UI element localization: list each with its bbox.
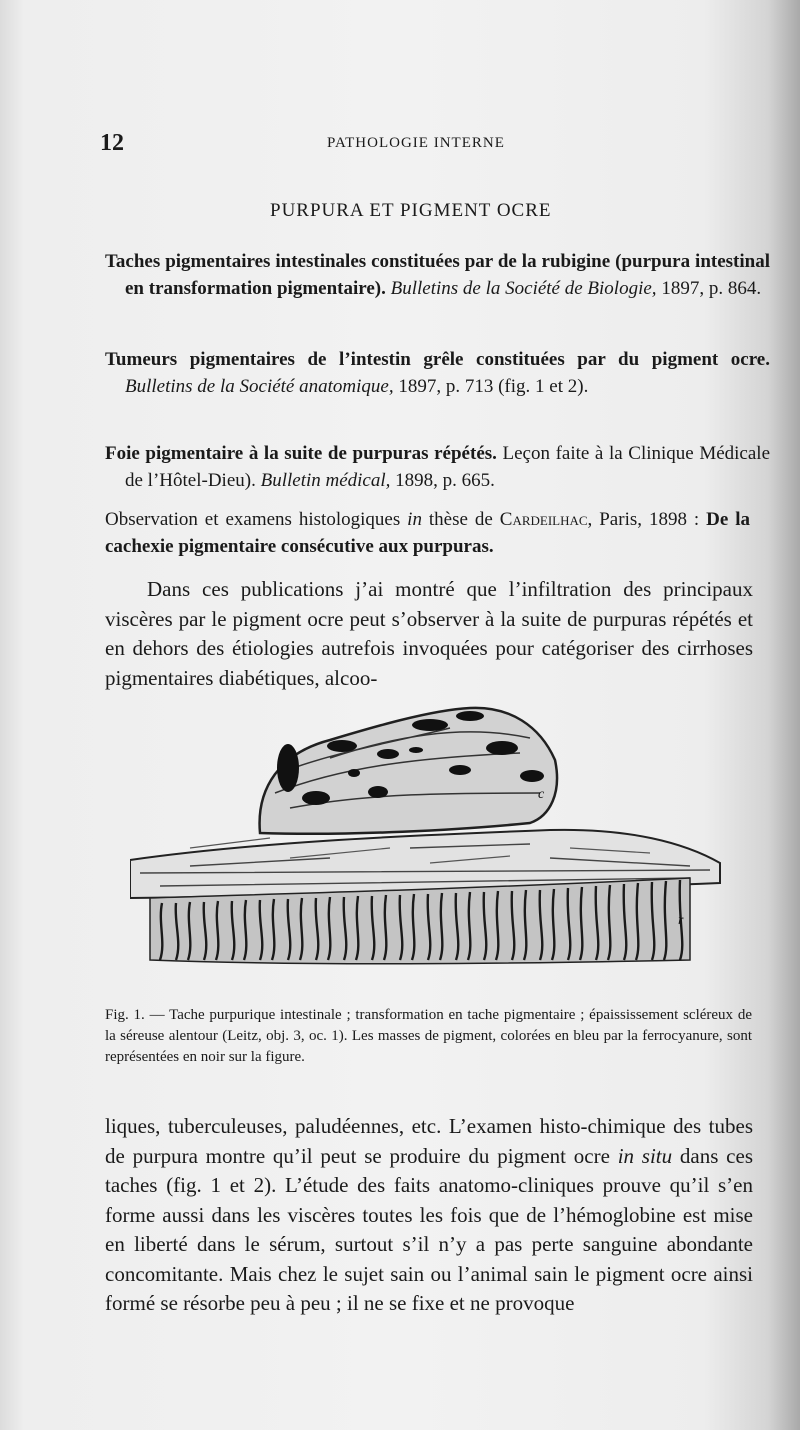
reference-1-citation: 1897, p. 864. bbox=[656, 278, 762, 299]
reference-3 bbox=[105, 440, 770, 494]
page-number: 12 bbox=[100, 130, 124, 156]
paragraph-2-in-situ: in situ bbox=[617, 1143, 673, 1168]
reference-4-mid2: , Paris, 1898 : bbox=[587, 509, 707, 530]
paragraph-1: Dans ces publications j’ai montré que l’infiltration des principaux viscères par le pigment ocre peut s’observer à la suite de purpuras répétés et en dehors des étiologies autrefois invoquées pour catégoriser des cirrhoses pigmentaires diabétiques, alcoo- bbox=[105, 577, 753, 690]
reference-4-pre: Observation et examens histologiques bbox=[105, 509, 408, 530]
reference-1 bbox=[105, 248, 770, 302]
purpura-section-drawing bbox=[130, 698, 725, 998]
reference-4-in: in bbox=[407, 509, 422, 530]
reference-4-author: Cardeilhac bbox=[499, 509, 588, 530]
figure-letter-c: c bbox=[538, 787, 545, 802]
reference-1-title: Taches pigmentaires intestinales constituées par de la rubigine (purpura intestinal en transformation pigmentaire). bbox=[105, 251, 770, 299]
figure-label: Fig. 1. bbox=[105, 1007, 145, 1023]
paragraph-2 bbox=[105, 1112, 753, 1319]
reference-2-title: Tumeurs pigmentaires de l’intestin grêle constituées par du pigment ocre. bbox=[105, 349, 770, 370]
reference-4 bbox=[105, 506, 750, 560]
reference-4-mid: thèse de bbox=[421, 509, 500, 530]
reference-1-journal: Bulletins de la Société de Biologie, bbox=[385, 278, 657, 299]
paragraph-2-part2: dans ces taches (fig. 1 et 2). L’étude des faits anatomo-cliniques prouve qu’il s’en forme aussi dans les viscères toutes les fois que de l’hémoglobine est mise en liberté dans le sérum, surtout s’il n’y a pas perte sanguine abondante concomitante. Mais chez le sujet sain ou l’animal sain le pigment ocre ainsi formé se résorbe peu à peu ; il ne se fixe et ne provoque bbox=[105, 1143, 753, 1315]
reference-3-citation: 1898, p. 665. bbox=[390, 470, 495, 491]
reference-3-journal: Bulletin médical, bbox=[255, 470, 391, 491]
reference-3-title: Foie pigmentaire à la suite de purpuras répétés. bbox=[105, 443, 497, 464]
running-head bbox=[100, 130, 750, 160]
figure-caption-text: — Tache purpurique intestinale ; transformation en tache pigmentaire ; épaississement scléreux de la séreuse alentour (Leitz, obj. 3, oc. 1). Les masses de pigment, colorées en bleu par la ferrocyanure, sont représentées en noir sur la figure. bbox=[105, 1007, 752, 1065]
reference-3-note: Leçon faite à la Clinique Médicale de l’Hôtel-Dieu). bbox=[125, 443, 770, 491]
reference-2-citation: 1897, p. 713 (fig. 1 et 2). bbox=[393, 376, 589, 397]
reference-2-journal: Bulletins de la Société anatomique, bbox=[125, 376, 394, 397]
reference-4-title: De la cachexie pigmentaire consécutive aux purpuras. bbox=[105, 509, 750, 557]
section-title: PURPURA ET PIGMENT OCRE bbox=[270, 200, 552, 221]
paragraph-2-part1: liques, tuberculeuses, paludéennes, etc. L’examen histo-chimique des tubes de purpura montre qu’il peut se produire du pigment ocre bbox=[105, 1114, 753, 1168]
running-title: PATHOLOGIE INTERNE bbox=[327, 135, 505, 151]
figure-letter-r: r bbox=[678, 913, 684, 928]
figure-caption bbox=[105, 1005, 752, 1068]
reference-2 bbox=[105, 346, 770, 400]
figure-illustration bbox=[130, 698, 725, 998]
